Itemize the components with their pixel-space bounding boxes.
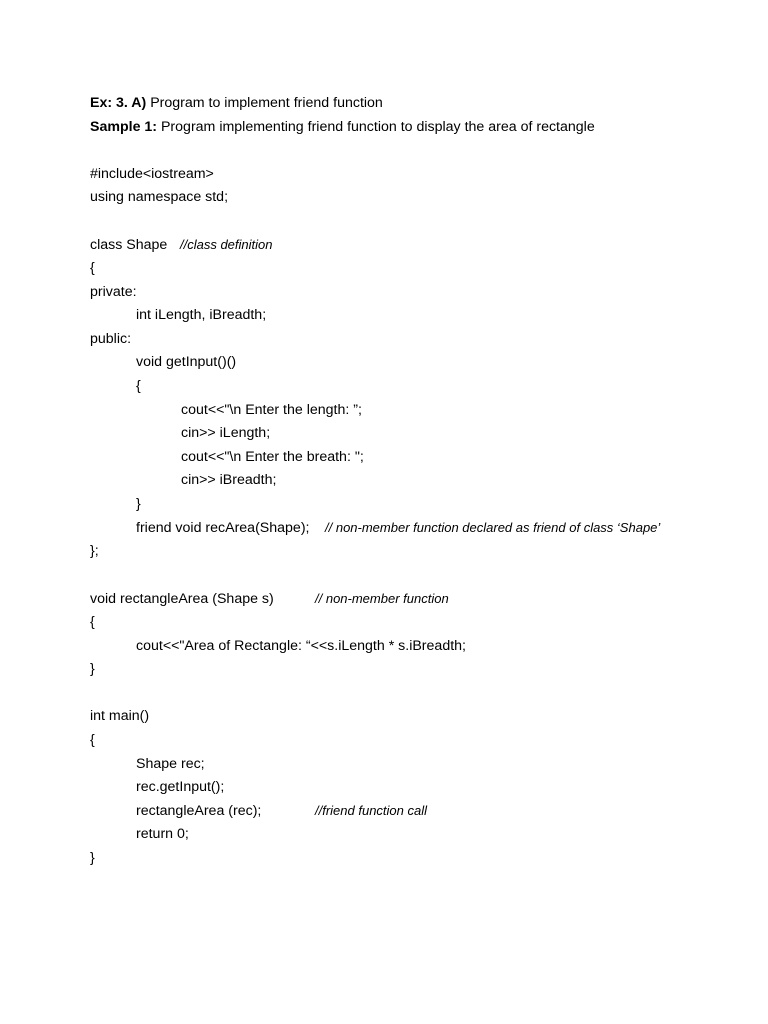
code-line-private: private:	[90, 284, 137, 300]
code-line-friend-decl: friend void recArea(Shape);	[136, 520, 310, 536]
sample-label: Sample 1:	[90, 119, 158, 135]
exercise-label: Ex: 3. A)	[90, 95, 147, 111]
sample-heading	[90, 118, 595, 136]
code-comment-rect: // non-member function	[315, 591, 449, 606]
code-line-cin-length: cin>> iLength;	[181, 425, 271, 441]
code-comment-friend: // non-member function declared as friend of class ‘Shape’	[325, 520, 661, 535]
code-line-return: return 0;	[136, 826, 189, 842]
sample-title: Program implementing friend function to display the area of rectangle	[157, 119, 595, 135]
code-line-cout-area: cout<<"Area of Rectangle: “<<s.iLength * s.iBreadth;	[136, 638, 466, 654]
code-line-cin-breadth: cin>> iBreadth;	[181, 472, 277, 488]
code-line-using: using namespace std;	[90, 189, 229, 205]
code-line-open-brace: {	[90, 614, 95, 630]
code-comment-call: //friend function call	[315, 803, 428, 818]
code-line-close-brace: }	[90, 661, 95, 677]
code-line-cout-breath: cout<<"\n Enter the breath: ";	[181, 449, 364, 465]
code-line-rec-get: rec.getInput();	[136, 779, 225, 795]
code-line-get-input: void getInput()()	[136, 354, 237, 370]
code-line-rect-func: void rectangleArea (Shape s)	[90, 591, 274, 607]
code-line-close-class: };	[90, 543, 99, 559]
exercise-title: Program to implement friend function	[146, 95, 383, 111]
code-line-close-brace: }	[90, 850, 95, 866]
code-line-close-brace: }	[136, 496, 141, 512]
exercise-heading	[90, 94, 383, 112]
code-comment-class: //class definition	[180, 237, 273, 252]
code-line-public: public:	[90, 331, 132, 347]
code-line-include: #include<iostream>	[90, 166, 214, 182]
code-line-class-decl: class Shape	[90, 237, 168, 253]
code-line-cout-length: cout<<"\n Enter the length: ”;	[181, 402, 362, 418]
code-line-open-brace: {	[90, 260, 95, 276]
code-line-rect-call: rectangleArea (rec);	[136, 803, 262, 819]
code-line-members: int iLength, iBreadth;	[136, 307, 267, 323]
code-line-shape-rec: Shape rec;	[136, 756, 205, 772]
code-line-open-brace: {	[90, 732, 95, 748]
code-line-main: int main()	[90, 708, 150, 724]
code-line-open-brace: {	[136, 378, 141, 394]
